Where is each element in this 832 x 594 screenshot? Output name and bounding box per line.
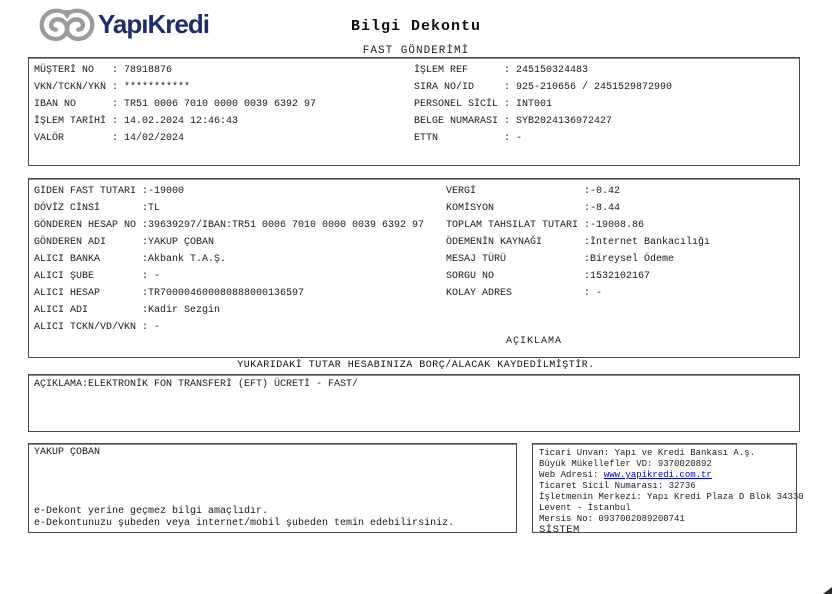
field-row	[446, 183, 710, 200]
field-row	[34, 96, 316, 113]
field-value: : -	[504, 133, 523, 144]
corner-resize-grip-icon	[823, 587, 832, 594]
field-value: :Akbank T.A.Ş.	[142, 254, 227, 265]
field-row	[34, 319, 424, 336]
legal-trade-name: Ticari Unvan: Yapı ve Kredi Bankası A.ş.	[539, 448, 756, 458]
field-label: ALICI BANKA	[34, 254, 101, 265]
field-label: MESAJ TÜRÜ	[446, 254, 507, 265]
field-label: İŞLEM TARİHİ	[34, 116, 107, 127]
field-row	[34, 285, 424, 302]
field-row	[446, 234, 710, 251]
field-row	[446, 200, 710, 217]
system-label: SİSTEM	[539, 524, 580, 536]
field-row	[34, 130, 316, 147]
legal-trade-registry: Ticaret Sicil Numarası: 32736	[539, 481, 696, 491]
field-label: ALICI TCKN/VD/VKN	[34, 322, 137, 333]
field-value: :Kadir Sezgin	[142, 305, 221, 316]
field-label: İŞLEM REF	[414, 65, 469, 76]
field-label: TOPLAM TAHSILAT TUTARI	[446, 220, 579, 231]
edekont-note-1: e-Dekont yerine geçmez bilgi amaçlıdır.	[34, 506, 269, 517]
field-row	[34, 234, 424, 251]
brand-name: YapıKredi	[98, 8, 209, 39]
field-row	[446, 285, 710, 302]
field-row	[34, 302, 424, 319]
field-value: : 925-210656 / 2451529872990	[504, 82, 673, 93]
field-value: :TL	[142, 203, 161, 214]
field-label: GÖNDEREN HESAP NO	[34, 220, 137, 231]
field-row	[414, 113, 672, 130]
transfer-details-left-column	[34, 183, 424, 336]
field-label: VERGİ	[446, 186, 477, 197]
field-value: :Bireysel Ödeme	[584, 254, 675, 265]
field-row	[446, 268, 710, 285]
field-row	[414, 96, 672, 113]
field-value: : 14.02.2024 12:46:43	[112, 116, 239, 127]
field-row	[446, 217, 710, 234]
edekont-notes	[34, 506, 511, 530]
legal-headquarters-city: Levent - İstanbul	[539, 503, 631, 513]
field-value: :39639297/IBAN:TR51 0006 7010 0000 0039 6392 97	[142, 220, 425, 231]
field-label: SIRA NO/ID	[414, 82, 475, 93]
field-label: ALICI ŞUBE	[34, 271, 95, 282]
bank-legal-info-box	[532, 443, 804, 536]
field-row	[34, 79, 316, 96]
field-value: :İnternet Bankacılığı	[584, 237, 711, 248]
field-label: ALICI HESAP	[34, 288, 101, 299]
web-address-label: Web Adresi:	[539, 470, 604, 480]
field-value: : TR51 0006 7010 0000 0039 6392 97	[112, 99, 317, 110]
field-row	[34, 268, 424, 285]
field-label: BELGE NUMARASI	[414, 116, 499, 127]
transaction-type-heading: FAST GÖNDERİMİ	[362, 45, 470, 57]
customer-info-left-column	[34, 62, 316, 147]
field-row	[446, 251, 710, 268]
footer-left-box	[28, 443, 517, 533]
field-row	[34, 62, 316, 79]
debit-credit-notice: YUKARIDAKİ TUTAR HESABINIZA BORÇ/ALACAK KAYDEDİLMİŞTİR.	[237, 360, 595, 371]
field-row	[34, 200, 424, 217]
description-text: AÇIKLAMA:ELEKTRONİK FON TRANSFERİ (EFT) ÜCRETİ - FAST/	[34, 379, 359, 390]
field-value: : SYB2024136972427	[504, 116, 613, 127]
field-row	[34, 251, 424, 268]
field-label: KOMİSYON	[446, 203, 495, 214]
field-value: : 14/02/2024	[112, 133, 185, 144]
field-label: VKN/TCKN/YKN	[34, 82, 107, 93]
field-label: IBAN NO	[34, 99, 77, 110]
transfer-details-right-column	[446, 183, 710, 302]
field-label: GÖNDEREN ADI	[34, 237, 107, 248]
bank-website-link[interactable]: www.yapikredi.com.tr	[603, 470, 712, 480]
page-title: Bilgi Dekontu	[350, 18, 482, 35]
field-value: : 245150324483	[504, 65, 589, 76]
field-row	[414, 62, 672, 79]
field-value: :1532102167	[584, 271, 651, 282]
field-label: PERSONEL SİCİL	[414, 99, 499, 110]
field-row	[414, 79, 672, 96]
field-row	[34, 183, 424, 200]
legal-web-address	[539, 470, 790, 481]
transfer-details-box	[28, 178, 800, 358]
field-label: MÜŞTERİ NO	[34, 65, 95, 76]
field-label: ÖDEMENİN KAYNAĞI	[446, 237, 543, 248]
aciklama-section-label: AÇIKLAMA	[506, 336, 563, 347]
field-value: :-19008.86	[584, 220, 645, 231]
field-label: DÖVİZ CİNSİ	[34, 203, 101, 214]
field-value: :-19000	[142, 186, 185, 197]
field-label: KOLAY ADRES	[446, 288, 513, 299]
field-label: ALICI ADI	[34, 305, 89, 316]
description-box	[28, 374, 800, 432]
customer-info-box	[28, 57, 800, 166]
field-value: : -	[142, 271, 161, 282]
field-label: SORGU NO	[446, 271, 495, 282]
field-value: : -	[584, 288, 603, 299]
legal-tax-office: Büyük Mükellefler VD: 9370020892	[539, 459, 712, 469]
field-label: GİDEN FAST TUTARI	[34, 186, 137, 197]
field-value: :-0.42	[584, 186, 621, 197]
field-row	[34, 217, 424, 234]
field-value: :YAKUP ÇOBAN	[142, 237, 215, 248]
field-value: : ***********	[112, 82, 191, 93]
field-value: : INT001	[504, 99, 553, 110]
field-label: VALÖR	[34, 133, 65, 144]
customer-info-right-column	[414, 62, 672, 147]
field-label: ETTN	[414, 133, 439, 144]
field-row	[414, 130, 672, 147]
edekont-note-2: e-Dekontunuzu şubeden veya internet/mobil şubeden temin edebilirsiniz.	[34, 518, 455, 529]
legal-headquarters: İşletmenin Merkezi: Yapı Kredi Plaza D Blok 34330	[539, 492, 804, 502]
field-value: :-8.44	[584, 203, 621, 214]
legal-mersis-no: Mersis No: 0937002089200741	[539, 514, 685, 524]
field-value: : -	[142, 322, 161, 333]
field-value: : 78918876	[112, 65, 173, 76]
customer-name: YAKUP ÇOBAN	[34, 447, 101, 458]
field-value: :TR700004600080888000136597	[142, 288, 305, 299]
field-row	[34, 113, 316, 130]
